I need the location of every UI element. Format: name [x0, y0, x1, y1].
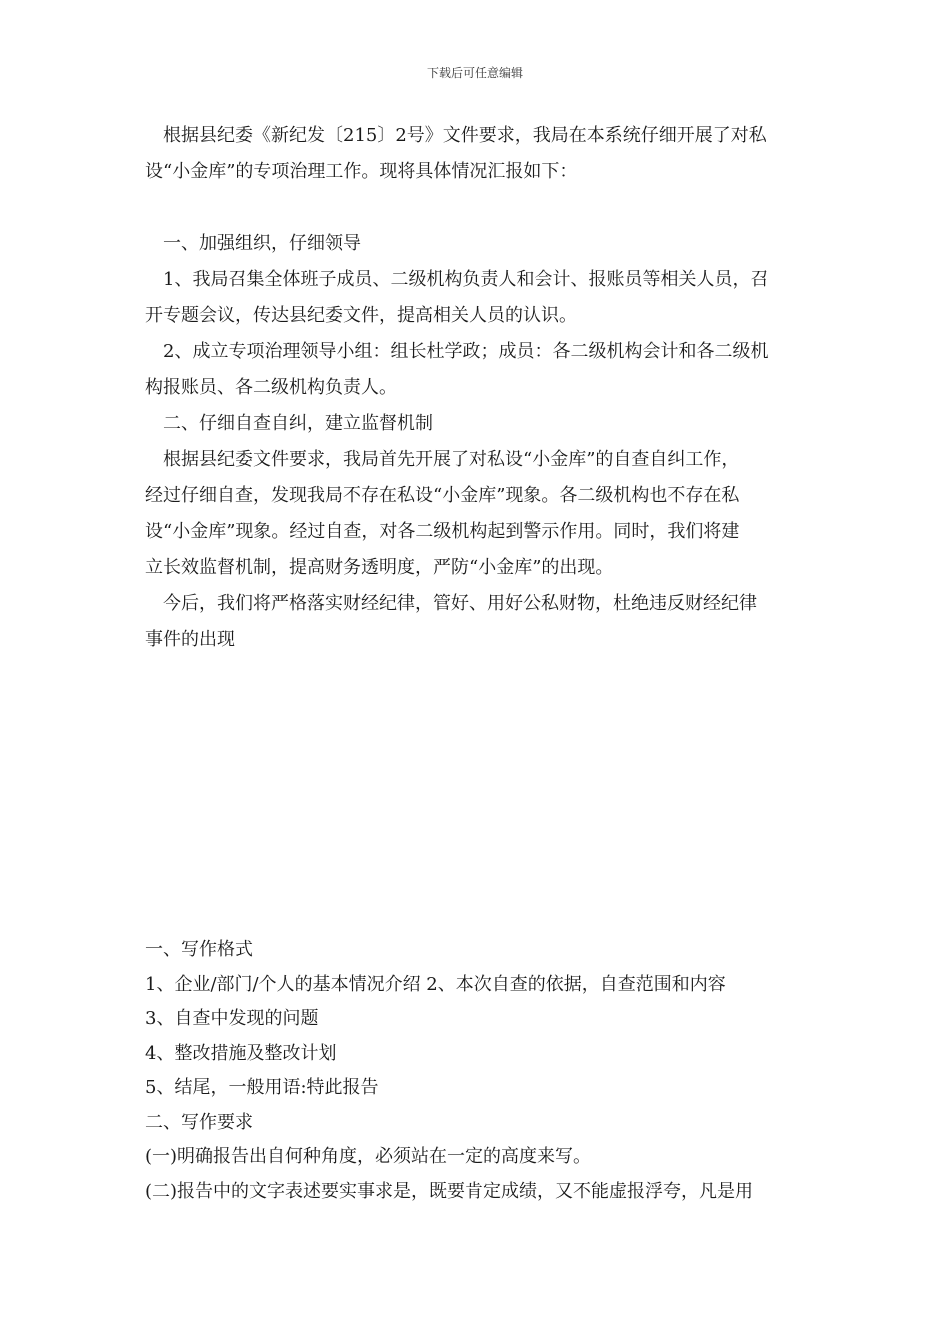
- paragraph-line: 事件的出现: [145, 629, 235, 650]
- writing-guide: [145, 933, 810, 1209]
- paragraph-line: 构报账员、各二级机构负责人。: [145, 377, 397, 398]
- guide-line: 5、结尾，一般用语:特此报告: [145, 1077, 379, 1098]
- paragraph-line: 立长效监督机制，提高财务透明度，严防“小金库”的出现。: [145, 557, 614, 578]
- blank-line: [145, 190, 810, 226]
- guide-heading: 一、写作格式: [145, 939, 253, 960]
- paragraph-line: 今后，我们将严格落实财经纪律，管好、用好公私财物，杜绝违反财经纪律: [163, 593, 757, 614]
- guide-line: 1、企业/部门/个人的基本情况介绍 2、本次自查的依据，自查范围和内容: [145, 973, 726, 995]
- page-header: 下载后可任意编辑: [426, 66, 523, 80]
- section-heading: 二、仔细自查自纠，建立监督机制: [163, 413, 433, 434]
- paragraph-line: 开专题会议，传达县纪委文件，提高相关人员的认识。: [145, 305, 577, 326]
- paragraph-line: 根据县纪委文件要求，我局首先开展了对私设“小金库”的自查自纠工作，: [163, 449, 740, 470]
- guide-line: 3、自查中发现的问题: [145, 1008, 319, 1029]
- report-body: [145, 118, 810, 658]
- guide-line: (二)报告中的文字表述要实事求是，既要肯定成绩，又不能虚报浮夸，凡是用: [145, 1180, 754, 1202]
- paragraph-line: 经过仔细自查，发现我局不存在私设“小金库”现象。各二级机构也不存在私: [145, 485, 740, 506]
- guide-heading: 二、写作要求: [145, 1111, 253, 1133]
- section-heading: 一、加强组织，仔细领导: [163, 233, 361, 254]
- guide-line: (一)明确报告出自何种角度，必须站在一定的高度来写。: [145, 1146, 592, 1167]
- paragraph-line: 1、我局召集全体班子成员、二级机构负责人和会计、报账员等相关人员，召: [163, 269, 769, 290]
- guide-line: 4、整改措施及整改计划: [145, 1042, 337, 1064]
- paragraph-line: 根据县纪委《新纪发〔215〕2号》文件要求，我局在本系统仔细开展了对私: [163, 125, 767, 146]
- paragraph-line: 设“小金库”现象。经过自查，对各二级机构起到警示作用。同时，我们将建: [145, 521, 740, 542]
- paragraph-line: 设“小金库”的专项治理工作。现将具体情况汇报如下：: [145, 161, 578, 182]
- paragraph-line: 2、成立专项治理领导小组：组长杜学政；成员：各二级机构会计和各二级机: [163, 341, 769, 362]
